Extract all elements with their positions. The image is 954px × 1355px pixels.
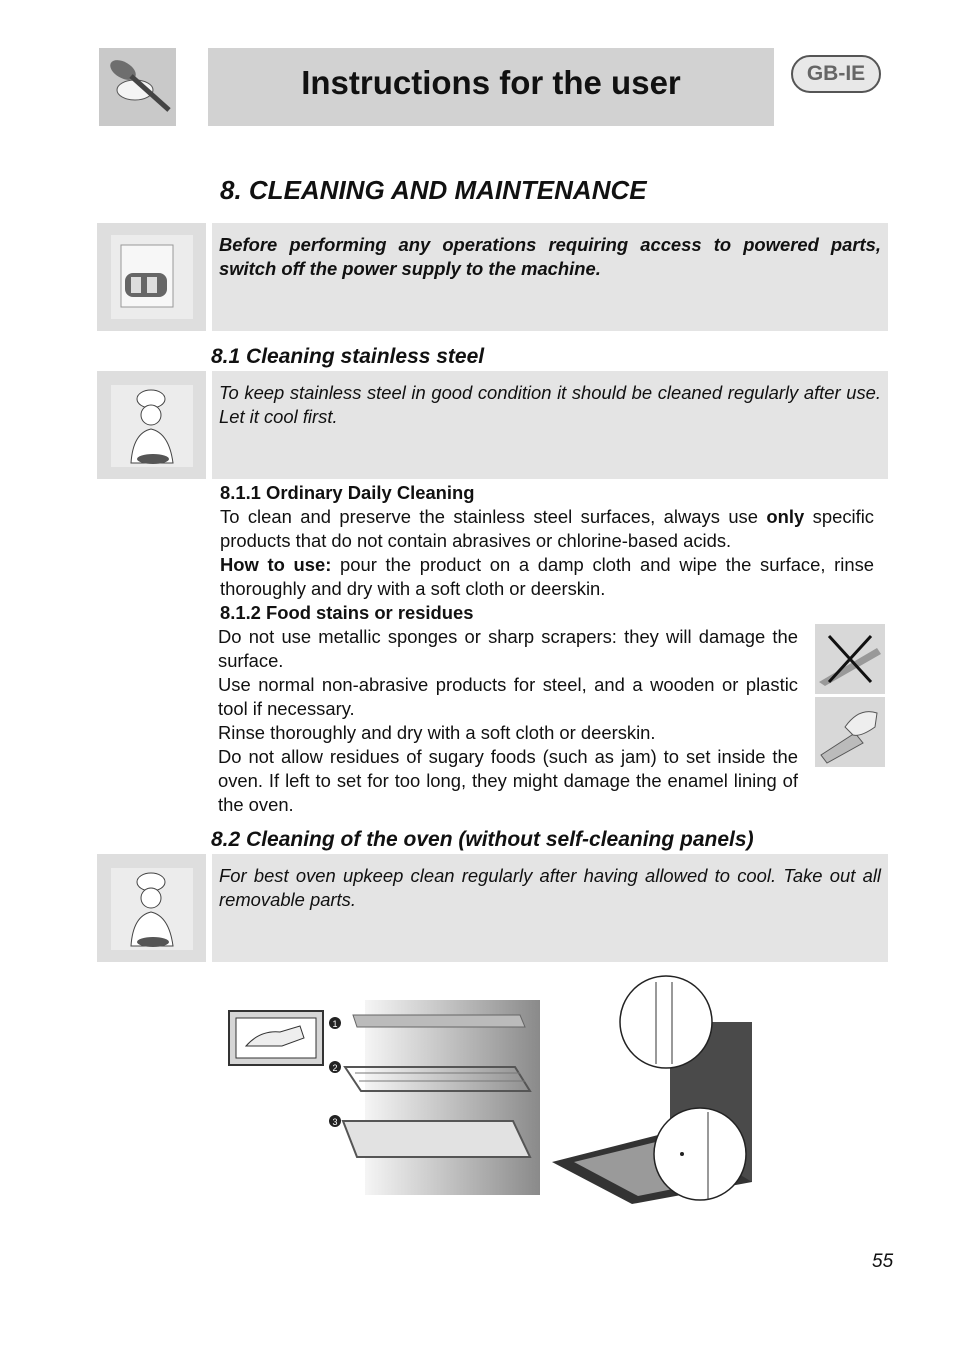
cleaning-cloth-icon <box>228 1010 324 1066</box>
svg-text:3: 3 <box>332 1117 338 1127</box>
subsection-title-8-2: 8.2 Cleaning of the oven (without self-cleaning panels) <box>211 828 754 851</box>
oven-shelves-figure <box>325 995 545 1200</box>
food-stains-paragraph-2: Use normal non-abrasive products for steel, and a wooden or plastic tool if necessary. <box>218 674 798 719</box>
how-to-use-label: How to use: <box>220 554 332 575</box>
food-stains-paragraph-4: Do not allow residues of sugary foods (such as jam) to set inside the oven. If left to set for too long, they might damage the enamel lining of the oven. <box>218 746 798 815</box>
subsection-title-8-1-1: 8.1.1 Ordinary Daily Cleaning <box>220 482 475 503</box>
svg-text:1: 1 <box>332 1019 338 1029</box>
page-header-title: Instructions for the user <box>301 64 681 101</box>
wooden-tool-icon <box>815 697 885 767</box>
daily-cleaning-text <box>220 505 874 601</box>
chef-spoon-logo-icon <box>99 48 176 126</box>
chef-icon <box>97 371 206 479</box>
emphasis-only: only <box>766 506 805 527</box>
stainless-steel-note: To keep stainless steel in good condition it should be cleaned regularly after use. Let it cool first. <box>219 382 881 427</box>
svg-text:2: 2 <box>332 1063 338 1073</box>
warning-text: Before performing any operations requiring access to powered parts, switch off the power supply to the machine. <box>219 234 881 279</box>
stainless-steel-note-box <box>212 371 888 479</box>
subsection-title-8-1-2: 8.1.2 Food stains or residues <box>220 602 474 623</box>
subsection-title-8-1: 8.1 Cleaning stainless steel <box>211 345 485 368</box>
section-title: 8. CLEANING AND MAINTENANCE <box>220 175 647 205</box>
text-span: specific products that do not contain abrasives or chlorine-based acids. <box>220 506 874 551</box>
food-stains-paragraph-3: Rinse thoroughly and dry with a soft cloth or deerskin. <box>218 722 656 743</box>
oven-door-detail-figure <box>552 972 754 1204</box>
language-badge: GB-IE <box>791 55 881 93</box>
food-stains-text <box>218 625 798 817</box>
text-span: pour the product on a damp cloth and wipe the surface, rinse thoroughly and dry with a soft cloth or deerskin. <box>220 554 874 599</box>
oven-cleaning-note-box <box>212 854 888 962</box>
text-span: To clean and preserve the stainless steel surfaces, always use <box>220 506 767 527</box>
daily-cleaning-paragraph <box>220 505 874 553</box>
how-to-use-paragraph <box>220 553 874 601</box>
no-scraper-icon <box>815 624 885 694</box>
power-switch-icon <box>97 223 206 331</box>
chef-icon <box>97 854 206 962</box>
part-label-1 <box>329 1017 341 1029</box>
page-number: 55 <box>872 1251 894 1272</box>
part-label-3 <box>329 1115 341 1127</box>
header-bar <box>208 48 774 126</box>
oven-cleaning-note: For best oven upkeep clean regularly after having allowed to cool. Take out all removable parts. <box>219 865 881 910</box>
food-stains-paragraph-1: Do not use metallic sponges or sharp scrapers: they will damage the surface. <box>218 626 798 671</box>
part-label-2 <box>329 1061 341 1073</box>
warning-box <box>212 223 888 331</box>
